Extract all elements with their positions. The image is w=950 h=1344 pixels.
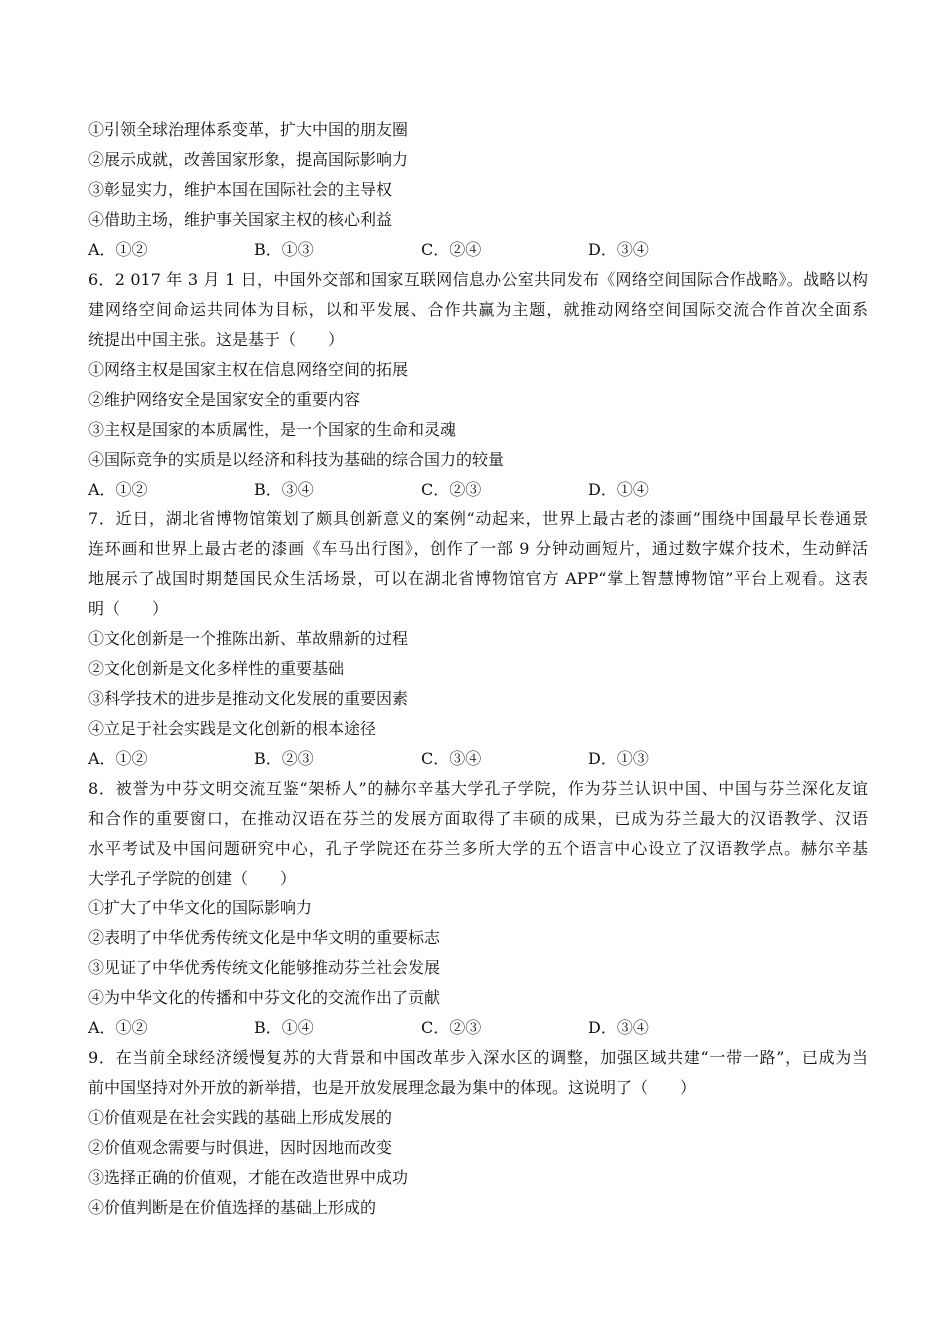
q9-stem-line-2: 前中国坚持对外开放的新举措，也是开放发展理念最为集中的体现。这说明了（ ）	[88, 1078, 697, 1097]
q6-option-d[interactable]: D．①④	[588, 480, 649, 499]
q9-item-3: ③选择正确的价值观，才能在改造世界中成功	[88, 1168, 409, 1187]
q7-stem-line-3: 地展示了战国时期楚国民众生活场景，可以在湖北省博物馆官方 APP“掌上智慧博物馆”平台上观看。这表	[88, 569, 868, 588]
q9-item-2: ②价值观念需要与时俱进，因时因地而改变	[88, 1138, 393, 1157]
q8-stem-line-4: 大学孔子学院的创建（ ）	[88, 869, 297, 888]
q7-item-2: ②文化创新是文化多样性的重要基础	[88, 659, 345, 678]
q5-option-a[interactable]: A．①②	[88, 240, 148, 259]
q8-option-b[interactable]: B．①④	[254, 1018, 314, 1037]
q5-option-b[interactable]: B．①③	[254, 240, 314, 259]
q9-stem-line-1: 9．在当前全球经济缓慢复苏的大背景和中国改革步入深水区的调整，加强区域共建“一带一路”，已成为当	[88, 1048, 868, 1067]
q6-option-c[interactable]: C．②③	[421, 480, 482, 499]
q6-item-2: ②维护网络安全是国家安全的重要内容	[88, 390, 361, 409]
q7-item-1: ①文化创新是一个推陈出新、革故鼎新的过程	[88, 629, 409, 648]
q8-option-c[interactable]: C．②③	[421, 1018, 482, 1037]
q5-option-d[interactable]: D．③④	[588, 240, 649, 259]
q6-option-a[interactable]: A．①②	[88, 480, 148, 499]
q6-item-4: ④国际竞争的实质是以经济和科技为基础的综合国力的较量	[88, 450, 505, 469]
q8-item-2: ②表明了中华优秀传统文化是中华文明的重要标志	[88, 928, 441, 947]
q8-item-1: ①扩大了中华文化的国际影响力	[88, 898, 313, 917]
q9-item-1: ①价值观是在社会实践的基础上形成发展的	[88, 1108, 393, 1127]
q7-option-d[interactable]: D．①③	[588, 749, 649, 768]
q8-stem-line-2: 和合作的重要窗口，在推动汉语在芬兰的发展方面取得了丰硕的成果，已成为芬兰最大的汉语教学、汉语	[88, 809, 868, 828]
q8-item-3: ③见证了中华优秀传统文化能够推动芬兰社会发展	[88, 958, 441, 977]
q7-item-4: ④立足于社会实践是文化创新的根本途径	[88, 719, 377, 738]
q9-item-4: ④价值判断是在价值选择的基础上形成的	[88, 1198, 377, 1217]
q7-option-c[interactable]: C．③④	[421, 749, 482, 768]
q6-option-b[interactable]: B．③④	[254, 480, 314, 499]
q6-stem-line-1: 6．2 017 年 3 月 1 日，中国外交部和国家互联网信息办公室共同发布《网络空间国际合作战略》。战略以构	[88, 270, 868, 289]
q7-option-a[interactable]: A．①②	[88, 749, 148, 768]
q5-option-c[interactable]: C．②④	[421, 240, 482, 259]
q7-stem-line-4: 明（ ）	[88, 599, 169, 618]
q8-option-a[interactable]: A．①②	[88, 1018, 148, 1037]
q7-stem-line-1: 7．近日，湖北省博物馆策划了颇具创新意义的案例“动起来，世界上最古老的漆画”围绕中国最早长卷通景	[88, 509, 868, 528]
q5-item-4: ④借助主场，维护事关国家主权的核心利益	[88, 210, 393, 229]
q6-stem-line-2: 建网络空间命运共同体为目标，以和平发展、合作共赢为主题，就推动网络空间国际交流合作首次全面系	[88, 300, 868, 319]
q5-item-3: ③彰显实力，维护本国在国际社会的主导权	[88, 180, 393, 199]
q6-item-1: ①网络主权是国家主权在信息网络空间的拓展	[88, 360, 409, 379]
q5-item-1: ①引领全球治理体系变革，扩大中国的朋友圈	[88, 120, 409, 139]
q8-item-4: ④为中华文化的传播和中芬文化的交流作出了贡献	[88, 988, 441, 1007]
q6-stem-line-3: 统提出中国主张。这是基于（ ）	[88, 330, 345, 349]
q7-item-3: ③科学技术的进步是推动文化发展的重要因素	[88, 689, 409, 708]
q7-stem-line-2: 连环画和世界上最古老的漆画《车马出行图》，创作了一部 9 分钟动画短片，通过数字媒介技术，生动鲜活	[88, 539, 868, 558]
q8-stem-line-3: 水平考试及中国问题研究中心，孔子学院还在芬兰多所大学的五个语言中心设立了汉语教学点。赫尔辛基	[88, 839, 868, 858]
q8-stem-line-1: 8．被誉为中芬文明交流互鉴“架桥人”的赫尔辛基大学孔子学院，作为芬兰认识中国、中国与芬兰深化友谊	[88, 779, 868, 798]
q8-option-d[interactable]: D．③④	[588, 1018, 649, 1037]
q7-option-b[interactable]: B．②③	[254, 749, 314, 768]
q6-item-3: ③主权是国家的本质属性，是一个国家的生命和灵魂	[88, 420, 457, 439]
q5-item-2: ②展示成就，改善国家形象，提高国际影响力	[88, 150, 409, 169]
